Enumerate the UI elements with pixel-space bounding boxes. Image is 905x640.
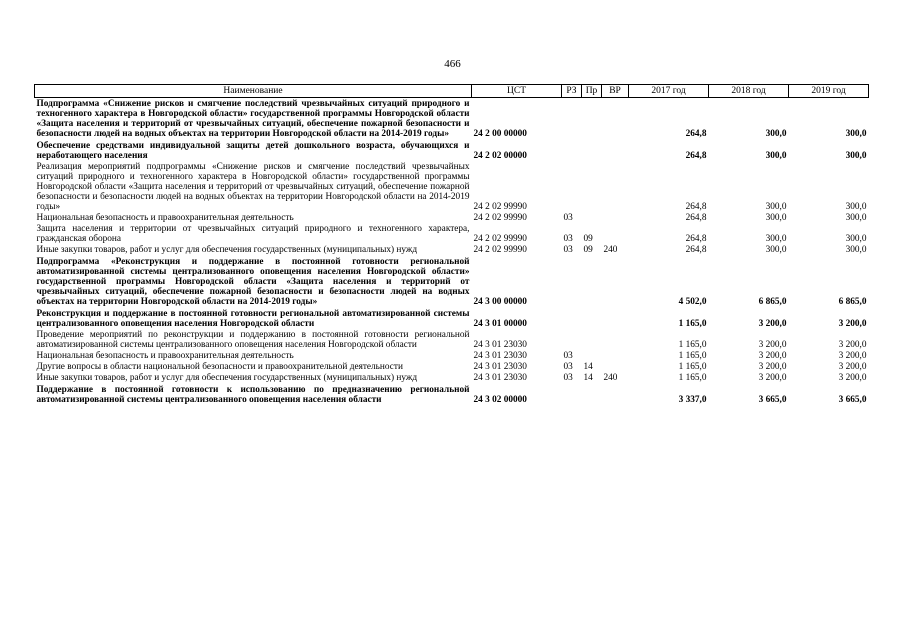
row-name: Подпрограмма «Снижение рисков и смягчение последствий чрезвычайных ситуаций природного и техногенного характера в Новгородской области» государственной программы Новгородской области «Защита населения и территорий от чрезвычайных ситуаций, обеспечение пожарной безопасности и безопасности людей на водных объектах на территории Новгородской области на 2014-2019 годы» [36, 99, 470, 139]
row-name: Иные закупки товаров, работ и услуг для обеспечения государственных (муниципальных) нужд [36, 245, 418, 255]
row-rz: 03 [563, 373, 573, 383]
row-pr: 14 [583, 362, 593, 372]
row-cst: 24 3 01 23030 [473, 362, 527, 372]
row-2018: 300,0 [765, 151, 787, 161]
row-2017: 1 165,0 [678, 351, 707, 361]
row-2019: 300,0 [845, 234, 867, 244]
row-cst: 24 3 02 00000 [473, 395, 527, 405]
row-cst: 24 2 02 00000 [473, 151, 527, 161]
row-pr [582, 384, 602, 406]
row-name: Национальная безопасность и правоохранительная деятельность [36, 351, 294, 361]
table-header-row [35, 85, 869, 98]
page-number: 466 [444, 58, 461, 70]
row-2017: 264,8 [685, 129, 707, 139]
row-name: Подпрограмма «Реконструкция и поддержание в постоянной готовности региональной автоматизированной системы централизованного оповещения населения Новгородской области» государственной программы Новгородской области «Защита населения и территорий от чрезвычайных ситуаций, обеспечение пожарной безопасности и безопасности людей на водных объектах на территории Новгородской области на 2014-2019 годы» [36, 257, 470, 307]
row-2019: 300,0 [845, 213, 867, 223]
row-rz: 03 [563, 351, 573, 361]
row-vr [602, 256, 629, 308]
row-vr [602, 213, 629, 224]
row-2019: 300,0 [845, 151, 867, 161]
row-vr [602, 162, 629, 213]
row-name: Проведение мероприятий по реконструкции и поддержанию в постоянной готовности региональной автоматизированной системы централизованного оповещения населения Новгородской области [36, 330, 470, 350]
row-rz: 03 [563, 234, 573, 244]
row-2018: 300,0 [765, 234, 787, 244]
table-row [35, 373, 869, 384]
row-rz: 03 [563, 245, 573, 255]
row-rz [562, 162, 582, 213]
row-2019: 3 200,0 [838, 362, 867, 372]
row-2019: 3 200,0 [838, 340, 867, 350]
row-2019: 300,0 [845, 202, 867, 212]
budget-table [34, 84, 869, 406]
row-vr [602, 351, 629, 362]
table-row [35, 308, 869, 330]
table-row [35, 213, 869, 224]
row-pr [582, 330, 602, 351]
row-cst: 24 3 01 23030 [473, 340, 527, 350]
row-cst: 24 3 00 00000 [473, 297, 527, 307]
table-row [35, 330, 869, 351]
header-rz: РЗ [562, 85, 582, 98]
row-2019: 6 865,0 [838, 297, 867, 307]
row-rz [562, 384, 582, 406]
row-name: Реконструкция и поддержание в постоянной готовности региональной автоматизированной системы централизованного оповещения населения Новгородской области [36, 309, 470, 329]
row-pr [582, 98, 602, 141]
row-2017: 1 165,0 [678, 340, 707, 350]
row-vr [602, 98, 629, 141]
row-2019: 3 665,0 [838, 395, 867, 405]
row-2019: 3 200,0 [838, 351, 867, 361]
row-2018: 3 665,0 [758, 395, 787, 405]
row-rz [562, 308, 582, 330]
row-cst: 24 2 02 99990 [473, 245, 527, 255]
row-vr [602, 362, 629, 373]
row-2017: 1 165,0 [678, 319, 707, 329]
row-rz: 03 [563, 213, 573, 223]
row-cst: 24 2 02 99990 [473, 213, 527, 223]
table-row [35, 162, 869, 213]
row-cst: 24 2 00 00000 [473, 129, 527, 139]
row-2018: 3 200,0 [758, 340, 787, 350]
row-2017: 264,8 [685, 245, 707, 255]
row-pr: 09 [583, 245, 593, 255]
row-2017: 264,8 [685, 234, 707, 244]
row-2017: 264,8 [685, 213, 707, 223]
row-name: Защита населения и территории от чрезвычайных ситуаций природного и техногенного характера, гражданская оборона [36, 224, 470, 244]
row-vr [602, 308, 629, 330]
row-cst: 24 3 01 23030 [473, 373, 527, 383]
row-vr [602, 224, 629, 245]
row-2017: 264,8 [685, 151, 707, 161]
header-2017: 2017 год [629, 85, 709, 98]
row-2019: 300,0 [845, 245, 867, 255]
row-2018: 300,0 [765, 129, 787, 139]
row-name: Поддержание в постоянной готовности к использованию по предназначению региональной автоматизированной системы централизованного оповещения населения области [36, 385, 470, 405]
row-2019: 300,0 [845, 129, 867, 139]
header-name: Наименование [35, 85, 472, 98]
row-cst: 24 3 01 00000 [473, 319, 527, 329]
row-name: Обеспечение средствами индивидуальной защиты детей дошкольного возраста, обучающихся и неработающего населения [36, 141, 470, 161]
row-pr [582, 213, 602, 224]
table-row [35, 98, 869, 141]
row-name: Иные закупки товаров, работ и услуг для обеспечения государственных (муниципальных) нужд [36, 373, 418, 383]
header-vr: ВР [602, 85, 629, 98]
row-pr [582, 308, 602, 330]
row-name: Реализация мероприятий подпрограммы «Снижение рисков и смягчение последствий чрезвычайных ситуаций природного и техногенного характера в Новгородской области» государственной программы Новгородской области «Защита населения и территорий от чрезвычайных ситуаций, обеспечение пожарной безопасности и безопасности людей на водных объектах на территории Новгородской области на 2014-2019 годы» [36, 162, 470, 212]
row-cst: 24 3 01 23030 [473, 351, 527, 361]
row-2017: 3 337,0 [678, 395, 707, 405]
row-2018: 3 200,0 [758, 362, 787, 372]
row-2017: 1 165,0 [678, 362, 707, 372]
header-2018: 2018 год [709, 85, 789, 98]
row-name: Национальная безопасность и правоохранительная деятельность [36, 213, 294, 223]
row-2018: 300,0 [765, 213, 787, 223]
row-2018: 300,0 [765, 245, 787, 255]
table-row [35, 384, 869, 406]
row-vr [602, 384, 629, 406]
row-2018: 3 200,0 [758, 319, 787, 329]
row-2019: 3 200,0 [838, 373, 867, 383]
row-2018: 300,0 [765, 202, 787, 212]
row-pr [582, 256, 602, 308]
row-vr [602, 330, 629, 351]
header-pr: Пр [582, 85, 602, 98]
table-row [35, 256, 869, 308]
row-2019: 3 200,0 [838, 319, 867, 329]
row-pr [582, 140, 602, 162]
row-2017: 1 165,0 [678, 373, 707, 383]
row-vr: 240 [603, 245, 618, 255]
row-rz: 03 [563, 362, 573, 372]
header-2019: 2019 год [789, 85, 869, 98]
row-cst: 24 2 02 99990 [473, 234, 527, 244]
header-cst: ЦСТ [472, 85, 562, 98]
table-body [35, 98, 869, 407]
row-rz [562, 256, 582, 308]
row-rz [562, 98, 582, 141]
row-pr [582, 162, 602, 213]
row-pr: 09 [583, 234, 593, 244]
table-row [35, 362, 869, 373]
row-2018: 3 200,0 [758, 351, 787, 361]
row-2018: 3 200,0 [758, 373, 787, 383]
row-pr [582, 351, 602, 362]
row-2017: 4 502,0 [678, 297, 707, 307]
table-row [35, 224, 869, 245]
row-cst: 24 2 02 99990 [473, 202, 527, 212]
row-pr: 14 [583, 373, 593, 383]
row-name: Другие вопросы в области национальной безопасности и правоохранительной деятельности [36, 362, 403, 372]
row-rz [562, 330, 582, 351]
table-row [35, 245, 869, 256]
table-row [35, 351, 869, 362]
row-vr: 240 [603, 373, 618, 383]
row-2017: 264,8 [685, 202, 707, 212]
row-rz [562, 140, 582, 162]
row-2018: 6 865,0 [758, 297, 787, 307]
row-vr [602, 140, 629, 162]
table-row [35, 140, 869, 162]
